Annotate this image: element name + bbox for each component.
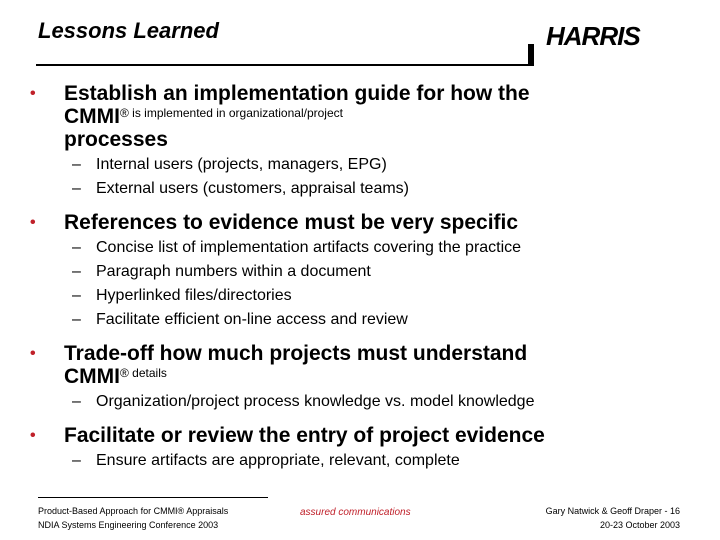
footer-tagline: assured communications xyxy=(300,507,411,518)
sub-bullet: – Internal users (projects, managers, EPG) xyxy=(72,156,387,173)
slide-title: Lessons Learned xyxy=(38,18,219,43)
svg-text:HARRIS: HARRIS xyxy=(546,22,640,50)
footer-right: Gary Natwick & Geoff Draper - 16 20-23 October 2003 xyxy=(545,506,680,530)
footer-divider xyxy=(38,497,268,498)
bullet-1: • Establish an implementation guide for how the $CMMI^{® is implemented in organizational/project}$ processes xyxy=(30,82,530,151)
harris-logo xyxy=(546,22,670,50)
sub-bullet: – External users (customers, appraisal teams) xyxy=(72,180,409,197)
slide-body xyxy=(28,82,698,473)
sub-bullet: – Ensure artifacts are appropriate, relevant, complete xyxy=(72,452,460,469)
bullet-dot: • xyxy=(30,85,36,102)
logo-divider xyxy=(528,44,534,66)
sub-bullet: – Paragraph numbers within a document xyxy=(72,263,371,280)
sub-bullet: – Hyperlinked files/directories xyxy=(72,287,292,304)
sub-bullet: – Organization/project process knowledge vs. model knowledge xyxy=(72,393,535,410)
bullet-3: • Trade-off how much projects must understand $CMMI^{® details}$ xyxy=(30,342,528,388)
sub-bullet: – Facilitate efficient on-line access and review xyxy=(72,311,408,328)
bullet-dot: • xyxy=(30,345,36,362)
bullet-dot: • xyxy=(30,214,36,231)
bullet-4: • Facilitate or review the entry of project evidence xyxy=(30,424,545,447)
footer-left: Product-Based Approach for CMMI® Appraisals NDIA Systems Engineering Conference 2003 xyxy=(38,506,229,530)
title-divider xyxy=(36,64,530,66)
bullet-2: • References to evidence must be very specific xyxy=(30,211,519,234)
bullet-dot: • xyxy=(30,427,36,444)
sub-bullet: – Concise list of implementation artifacts covering the practice xyxy=(72,239,522,256)
